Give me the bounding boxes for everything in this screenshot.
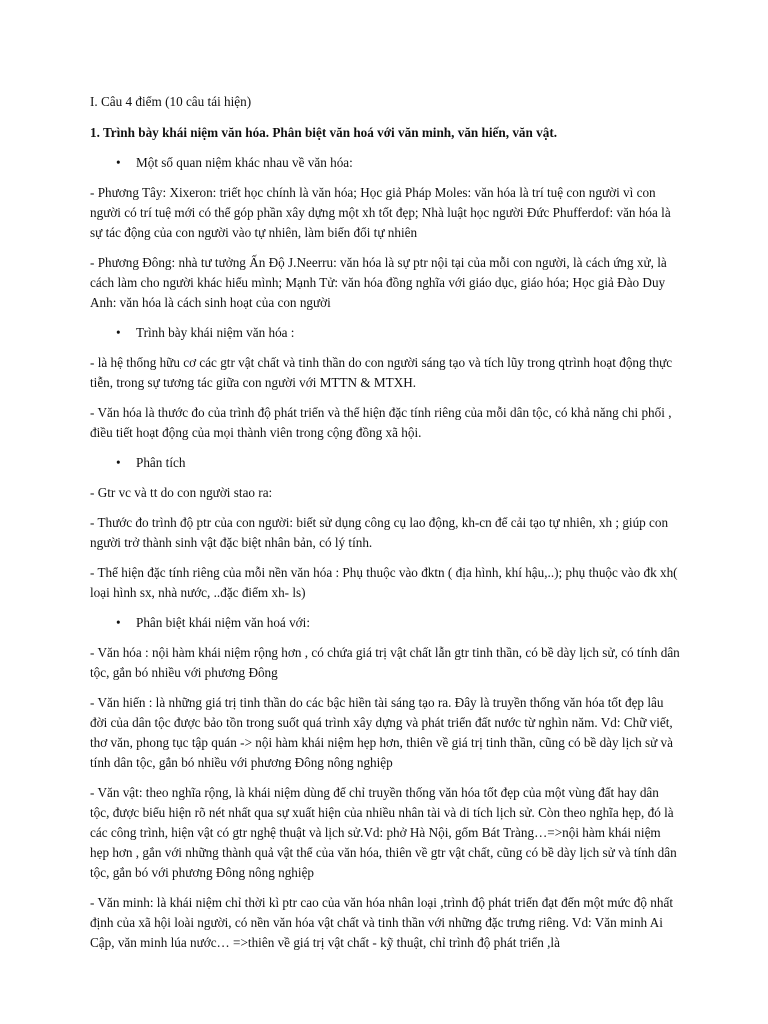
paragraph: - Văn hóa : nội hàm khái niệm rộng hơn , có chứa giá trị vật chất lẫn gtr tinh thần, có bề dày lịch sử, có tính dân tộc, gắn bó nhiều với phương Đông (90, 645, 680, 680)
section-heading: I. Câu 4 điểm (10 câu tái hiện) (90, 94, 252, 109)
bullet-text: Phân tích (136, 455, 186, 470)
paragraph: - là hệ thống hữu cơ các gtr vật chất và tinh thần do con người sáng tạo và tích lũy trong qtrình hoạt động thực tiễn, trong sự tương tác giữa con người với MTTN & MTXH. (90, 355, 673, 390)
question-title: 1. Trình bày khái niệm văn hóa. Phân biệt văn hoá với văn minh, văn hiến, văn vật. (90, 125, 558, 140)
bullet-dot-icon: • (116, 325, 121, 340)
bullet-dot-icon: • (116, 155, 121, 170)
bullet-item (90, 613, 680, 633)
bullet-dot-icon: • (116, 615, 121, 630)
document-page (90, 92, 680, 963)
bullet-dot-icon: • (116, 455, 121, 470)
paragraph: - Văn vật: theo nghĩa rộng, là khái niệm dùng để chỉ truyền thống văn hóa tốt đẹp của một vùng đất hay dân tộc, được biểu hiện rõ nét nhất qua sự xuất hiện của nhiều nhân tài và di tích lịch sử. Còn theo nghĩa hẹp, đó là các công trình, hiện vật có gtr nghệ thuật và lịch sử.Vd: phở Hà Nội, gốm Bát Tràng…=>nội hàm khái niệm hẹp hơn , gắn với những thành quả vật thể của văn hóa, thiên về gtr vật chất, cũng có bề dày lịch sử và tính dân tộc, gắn bó với phương Đông nông nghiệp (90, 785, 677, 880)
paragraph: - Văn hiến : là những giá trị tinh thần do các bậc hiền tài sáng tạo ra. Đây là truyền thống văn hóa tốt đẹp lâu đời của dân tộc được bảo tồn trong suốt quá trình xây dựng và phát triển đất nước từ nghìn năm. Vd: Chữ viết, thơ văn, phong tục tập quán -> nội hàm khái niệm hẹp hơn, thiên về giá trị tinh thần, cũng có bề dày lịch sử và tính dân tộc, gắn bó nhiều với phương Đông nông nghiệp (90, 695, 674, 770)
bullet-item (90, 453, 680, 473)
bullet-text: Trình bày khái niệm văn hóa : (136, 325, 295, 340)
paragraph: - Thể hiện đặc tính riêng của mỗi nền văn hóa : Phụ thuộc vào đktn ( địa hình, khí hậu,..); phụ thuộc vào đk xh( loại hình sx, nhà nước, ..đặc điểm xh- ls) (90, 565, 678, 600)
paragraph: - Gtr vc và tt do con người stao ra: (90, 485, 273, 500)
bullet-item (90, 323, 680, 343)
paragraph: - Thước đo trình độ ptr của con người: biết sử dụng công cụ lao động, kh-cn để cải tạo tự nhiên, xh ; giúp con người trở thành sinh vật đặc biệt nhân bản, có lý tính. (90, 515, 669, 550)
paragraph: - Phương Tây: Xixeron: triết học chính là văn hóa; Học giả Pháp Moles: văn hóa là trí tuệ con người vì con người có trí tuệ mới có thể góp phần xây dựng một xh tốt đẹp; Nhà luật học người Đức Phufferdof: văn hóa là sự tác động của con người vào tự nhiên, làm biến đổi tự nhiên (90, 185, 671, 240)
paragraph: - Văn hóa là thước đo của trình độ phát triển và thể hiện đặc tính riêng của mỗi dân tộc, có khả năng chi phối , điều tiết hoạt động của mọi thành viên trong cộng đồng xã hội. (90, 405, 672, 440)
paragraph: - Văn minh: là khái niệm chỉ thời kì ptr cao của văn hóa nhân loại ,trình độ phát triển đạt đến một mức độ nhất định của xã hội loài người, có nền văn hóa vật chất và tinh thần với những đặc trưng riêng. Vd: Văn minh Ai Cập, văn minh lúa nước… =>thiên về giá trị vật chất - kỹ thuật, chỉ trình độ phát triển ,là (90, 895, 673, 950)
bullet-text: Một số quan niệm khác nhau về văn hóa: (136, 155, 353, 170)
bullet-item (90, 153, 680, 173)
paragraph: - Phương Đông: nhà tư tưởng Ấn Độ J.Neerru: văn hóa là sự ptr nội tại của mỗi con người, là cách ứng xử, là cách làm cho người khác hiểu mình; Mạnh Tử: văn hóa đồng nghĩa với giáo dục, giáo hóa; Học giả Đào Duy Anh: văn hóa là cách sinh hoạt của con người (90, 255, 667, 310)
bullet-text: Phân biệt khái niệm văn hoá với: (136, 615, 310, 630)
